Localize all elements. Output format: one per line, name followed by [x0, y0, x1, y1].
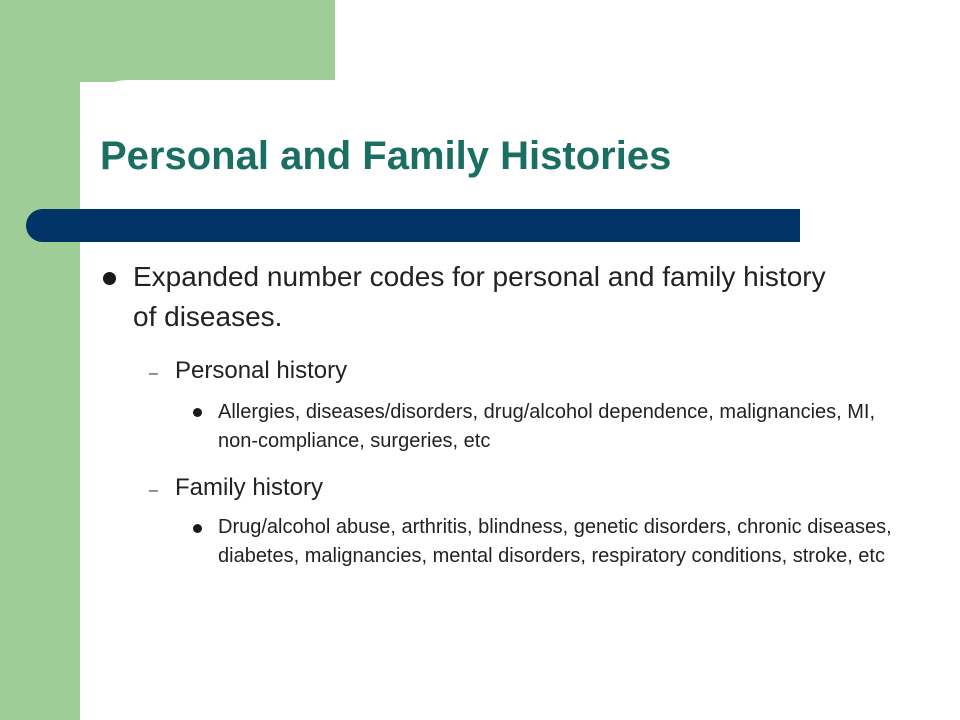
bullet-main-text: Expanded number codes for personal and family history of diseases. [133, 261, 826, 332]
family-history-details: Drug/alcohol abuse, arthritis, blindness, genetic disorders, chronic diseases, diabetes, malignancies, mental disorders, respiratory conditions, stroke, etc [218, 516, 892, 567]
personal-history-details: Allergies, diseases/disorders, drug/alcohol dependence, malignancies, MI, non-compliance, surgeries, etc [218, 401, 876, 452]
bullet-icon [193, 524, 202, 533]
sub-bullet-personal-history: Personal history [175, 357, 348, 384]
slide-title: Personal and Family Histories [100, 134, 672, 178]
bullet-icon [103, 272, 116, 285]
bullet-icon [193, 408, 202, 417]
dash-icon: – [149, 482, 158, 499]
sub-bullet-family-history: Family history [175, 474, 324, 501]
dash-icon: – [149, 365, 158, 382]
